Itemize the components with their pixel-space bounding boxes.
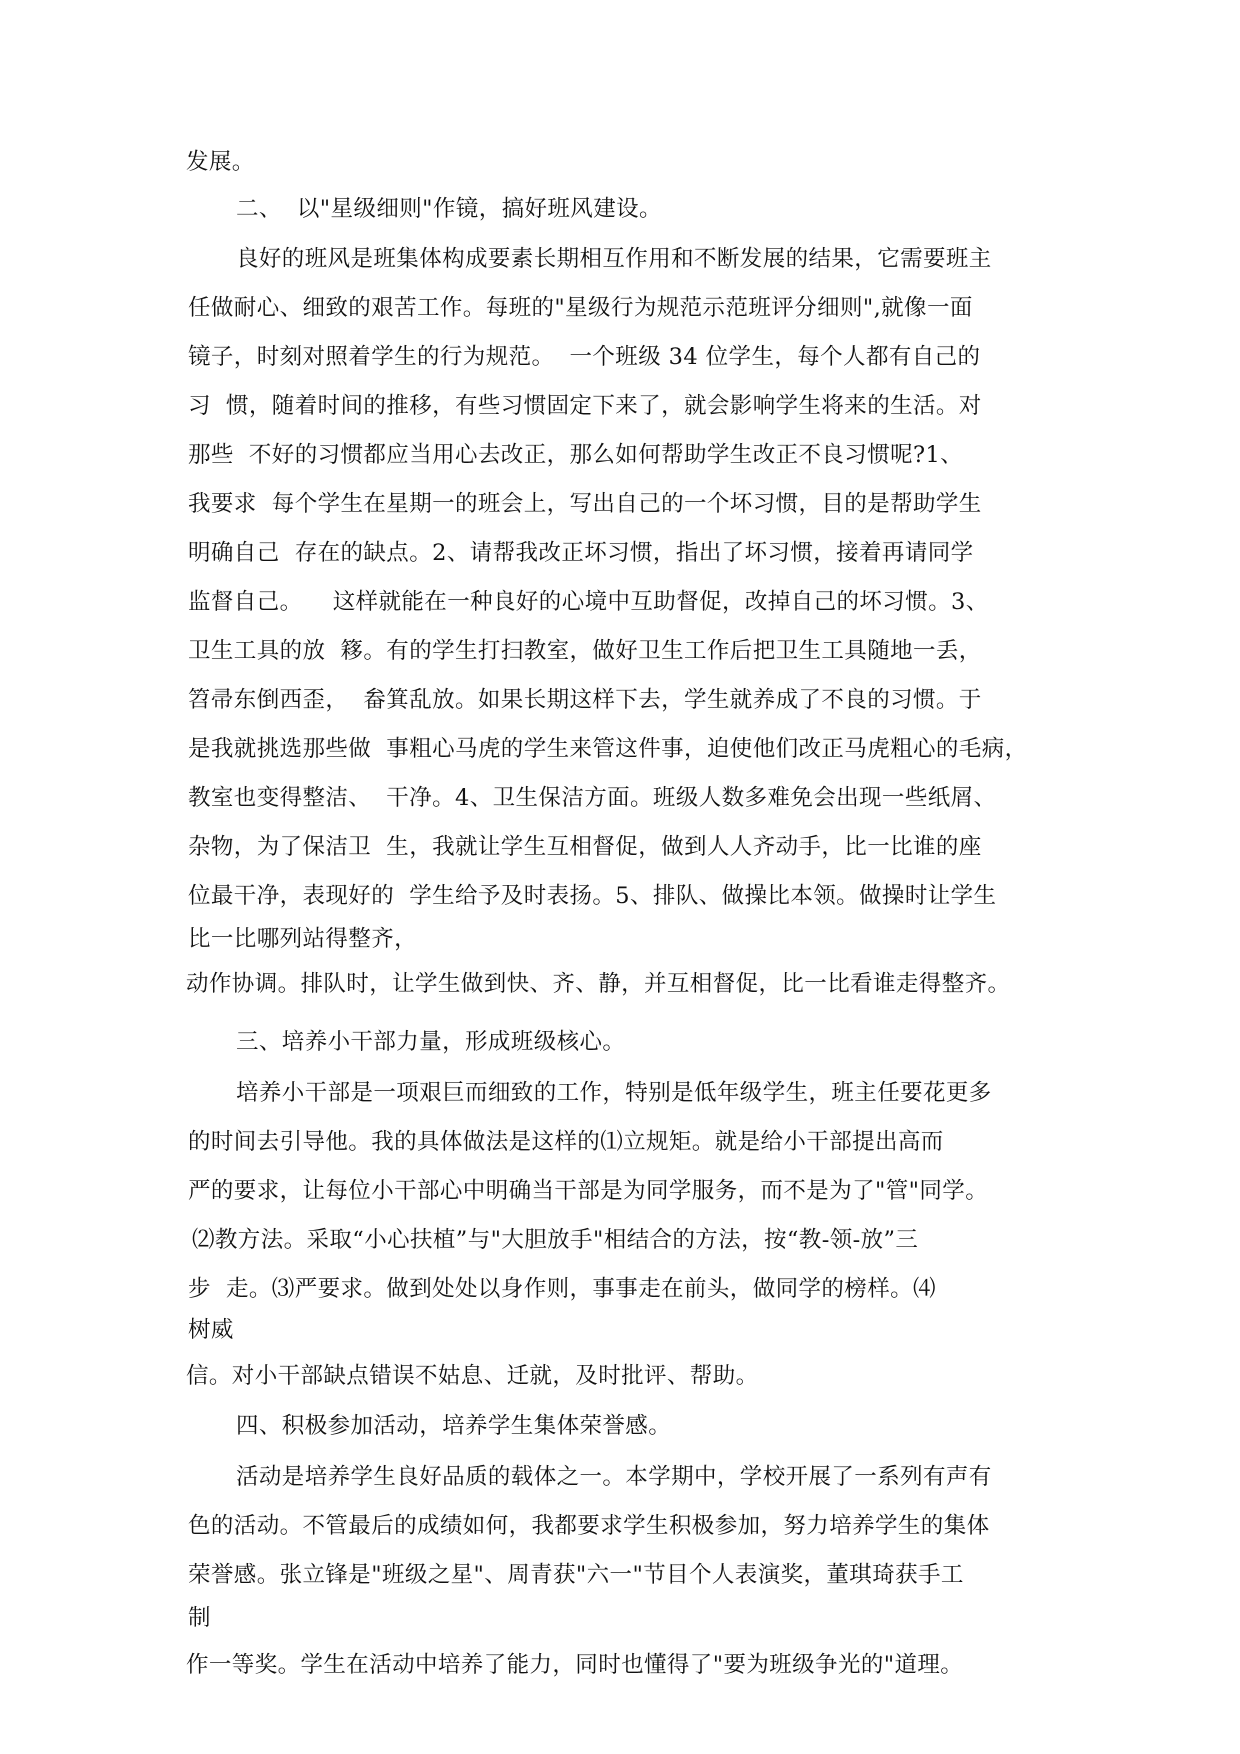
- paragraph-line: 树威: [188, 1317, 234, 1343]
- paragraph-line: 步 走。⑶严要求。做到处处以身作则，事事走在前头，做同学的榜样。⑷: [188, 1276, 936, 1302]
- section-heading: 四、积极参加活动，培养学生集体荣誉感。: [236, 1413, 672, 1439]
- paragraph-line: 制: [188, 1605, 211, 1631]
- paragraph-line: 信。对小干部缺点错误不姑息、迁就，及时批评、帮助。: [186, 1363, 759, 1389]
- paragraph-line: 动作协调。排队时，让学生做到快、齐、静，并互相督促，比一比看谁走得整齐。: [186, 971, 1011, 997]
- paragraph-line: 作一等奖。学生在活动中培养了能力，同时也懂得了"要为班级争光的"道理。: [186, 1652, 964, 1678]
- paragraph-line: 严的要求，让每位小干部心中明确当干部是为同学服务，而不是为了"管"同学。: [188, 1178, 989, 1204]
- paragraph-line: 荣誉感。张立锋是"班级之星"、周青获"六一"节目个人表演奖，董琪琦获手工: [188, 1562, 964, 1588]
- paragraph-line: 那些 不好的习惯都应当用心去改正，那么如何帮助学生改正不良习惯呢?1、: [188, 442, 964, 468]
- paragraph-line: 培养小干部是一项艰巨而细致的工作，特别是低年级学生，班主任要花更多: [236, 1080, 992, 1106]
- section-heading: 二、 以"星级细则"作镜，搞好班风建设。: [236, 196, 662, 222]
- paragraph-line: 活动是培养学生良好品质的载体之一。本学期中，学校开展了一系列有声有: [236, 1464, 992, 1490]
- paragraph-line: 教室也变得整洁、 干净。4、卫生保洁方面。班级人数多难免会出现一些纸屑、: [188, 785, 997, 811]
- paragraph-line: 监督自己。 这样就能在一种良好的心境中互助督促，改掉自己的坏习惯。3、: [188, 589, 989, 615]
- paragraph-line: 我要求 每个学生在星期一的班会上，写出自己的一个坏习惯，目的是帮助学生: [188, 491, 982, 517]
- paragraph-line: ⑵教方法。采取“小心扶植”与"大胆放手"相结合的方法，按“教-领-放”三: [192, 1227, 919, 1253]
- paragraph-line: 是我就挑选那些做 事粗心马虎的学生来管这件事，迫使他们改正马虎粗心的毛病，: [188, 736, 1028, 762]
- paragraph-line: 镜子，时刻对照着学生的行为规范。 一个班级 34 位学生，每个人都有自己的: [188, 344, 981, 370]
- paragraph-line: 的时间去引导他。我的具体做法是这样的⑴立规矩。就是给小干部提出高而: [188, 1129, 944, 1155]
- section-heading: 三、培养小干部力量，形成班级核心。: [236, 1029, 626, 1055]
- paragraph-line: 明确自己 存在的缺点。2、请帮我改正坏习惯，指出了坏习惯，接着再请同学: [188, 540, 974, 566]
- paragraph-line: 任做耐心、细致的艰苦工作。每班的"星级行为规范示范班评分细则",就像一面: [188, 295, 973, 321]
- paragraph-line: 习 惯，随着时间的推移，有些习惯固定下来了，就会影响学生将来的生活。对: [188, 393, 982, 419]
- paragraph-line: 良好的班风是班集体构成要素长期相互作用和不断发展的结果，它需要班主: [236, 246, 992, 272]
- paragraph-line: 杂物，为了保洁卫 生，我就让学生互相督促，做到人人齐动手，比一比谁的座: [188, 834, 982, 860]
- paragraph-line: 比一比哪列站得整齐，: [188, 926, 418, 952]
- paragraph-line: 位最干净，表现好的 学生给予及时表扬。5、排队、做操比本领。做操时让学生: [188, 883, 997, 909]
- paragraph-line: 卫生工具的放 簃。有的学生打扫教室，做好卫生工作后把卫生工具随地一丢，: [188, 638, 982, 664]
- text-line: 发展。: [186, 149, 255, 175]
- paragraph-line: 色的活动。不管最后的成绩如何，我都要求学生积极参加，努力培养学生的集体: [188, 1513, 990, 1539]
- paragraph-line: 笤帚东倒西歪， 畚箕乱放。如果长期这样下去，学生就养成了不良的习惯。于: [188, 687, 982, 713]
